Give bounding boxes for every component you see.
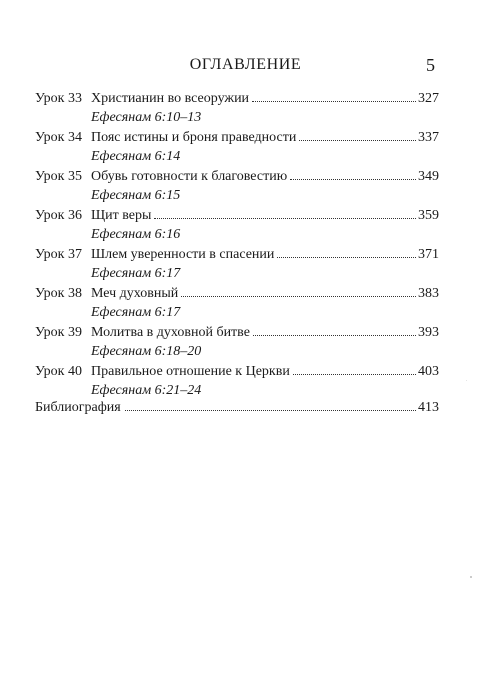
table-of-contents: [35, 90, 439, 402]
lesson-title: Щит веры: [91, 208, 152, 223]
lesson-title: Шлем уверенности в спасении: [91, 247, 275, 262]
lesson-title: Пояс истины и броня праведности: [91, 130, 297, 145]
scan-speck: [466, 380, 467, 381]
toc-entry-lesson-34[interactable]: [35, 129, 439, 168]
scripture-reference: Ефесянам 6:21–24: [91, 383, 202, 398]
lesson-number: Урок 39: [35, 325, 82, 340]
toc-entry-lesson-37[interactable]: [35, 246, 439, 285]
page-number: 5: [426, 55, 435, 75]
dot-leader: [252, 101, 416, 102]
toc-entry-lesson-36[interactable]: [35, 207, 439, 246]
scripture-reference: Ефесянам 6:18–20: [91, 344, 202, 359]
toc-entry-lesson-33[interactable]: [35, 90, 439, 129]
lesson-page: 393: [418, 325, 439, 340]
scripture-reference: Ефесянам 6:10–13: [91, 110, 202, 125]
lesson-page: 383: [418, 286, 439, 301]
toc-entry-bibliography[interactable]: [35, 399, 439, 417]
dot-leader: [293, 374, 416, 375]
toc-entry-lesson-38[interactable]: [35, 285, 439, 324]
scripture-reference: Ефесянам 6:16: [91, 227, 181, 242]
lesson-title: Молитва в духовной битве: [91, 325, 250, 340]
bibliography-page: 413: [418, 400, 439, 415]
lesson-page: 327: [418, 91, 439, 106]
dot-leader: [253, 335, 416, 336]
lesson-page: 349: [418, 169, 439, 184]
toc-entry-lesson-40[interactable]: [35, 363, 439, 402]
lesson-number: Урок 38: [35, 286, 82, 301]
scripture-reference: Ефесянам 6:15: [91, 188, 181, 203]
lesson-number: Урок 36: [35, 208, 82, 223]
bibliography-label: Библиография: [35, 400, 121, 415]
scripture-reference: Ефесянам 6:17: [91, 266, 181, 281]
dot-leader: [154, 218, 416, 219]
dot-leader: [181, 296, 416, 297]
dot-leader: [125, 410, 416, 411]
lesson-page: 403: [418, 364, 439, 379]
lesson-title: Правильное отношение к Церкви: [91, 364, 290, 379]
lesson-page: 337: [418, 130, 439, 145]
lesson-number: Урок 33: [35, 91, 82, 106]
toc-entry-lesson-39[interactable]: [35, 324, 439, 363]
lesson-title: Меч духовный: [91, 286, 179, 301]
page-title: ОГЛАВЛЕНИЕ: [189, 56, 302, 73]
scan-speck: [470, 576, 472, 578]
lesson-title: Обувь готовности к благовестию: [91, 169, 288, 184]
lesson-number: Урок 40: [35, 364, 82, 379]
lesson-number: Урок 34: [35, 130, 82, 145]
lesson-title: Христианин во всеоружии: [91, 91, 250, 106]
lesson-page: 359: [418, 208, 439, 223]
scripture-reference: Ефесянам 6:14: [91, 149, 181, 164]
lesson-number: Урок 35: [35, 169, 82, 184]
lesson-page: 371: [418, 247, 439, 262]
scripture-reference: Ефесянам 6:17: [91, 305, 181, 320]
dot-leader: [290, 179, 416, 180]
dot-leader: [299, 140, 416, 141]
toc-entry-lesson-35[interactable]: [35, 168, 439, 207]
page-header: [0, 56, 491, 78]
dot-leader: [277, 257, 416, 258]
lesson-number: Урок 37: [35, 247, 82, 262]
